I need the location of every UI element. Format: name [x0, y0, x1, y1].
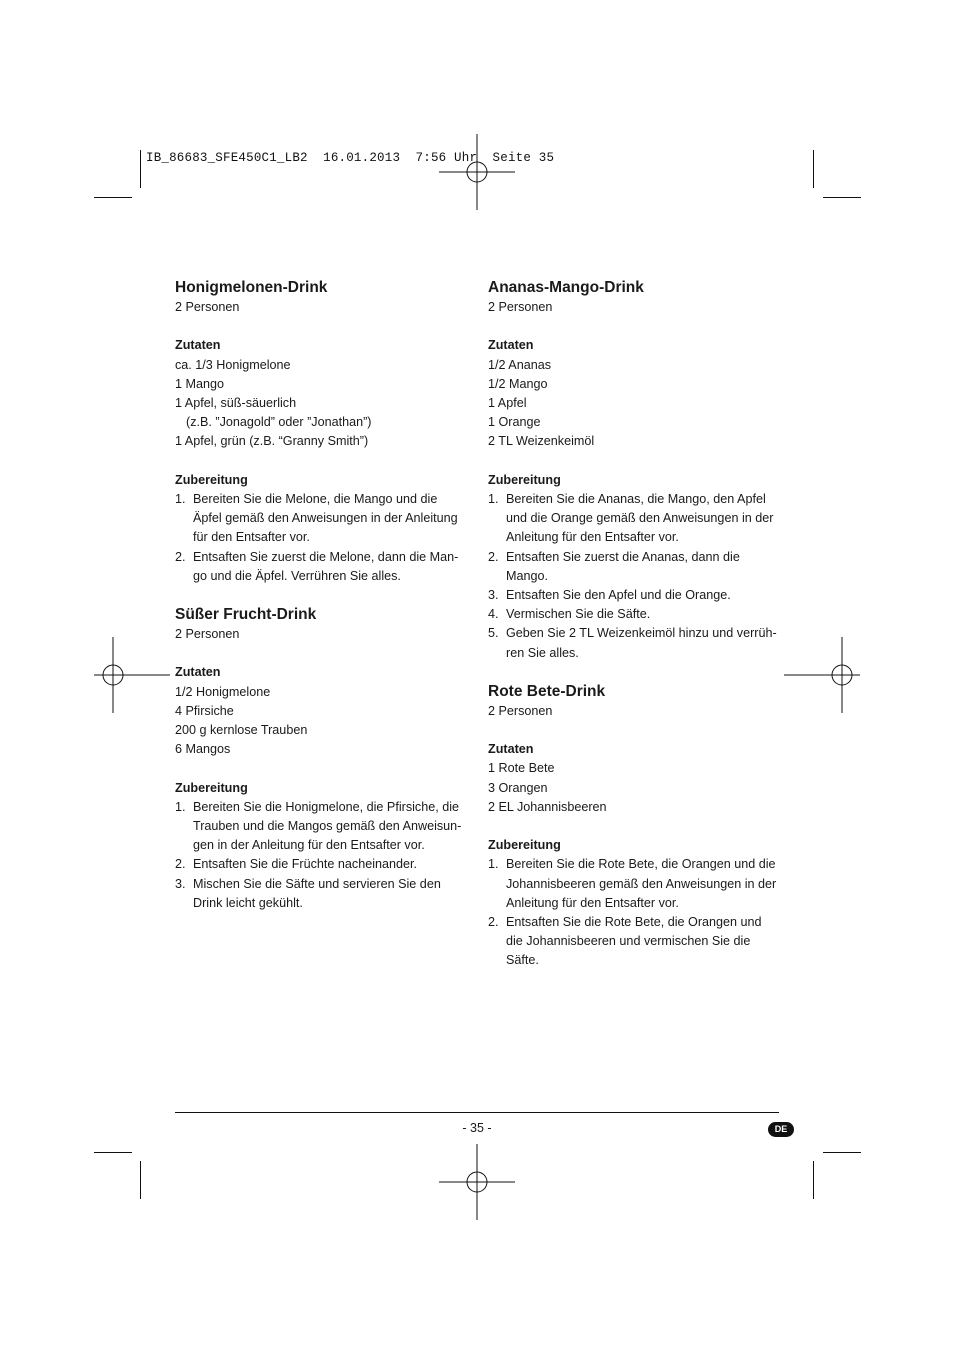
steps-heading: Zubereitung: [175, 472, 248, 487]
recipe-title: Rote Bete-Drink: [488, 682, 606, 700]
ingredient-item: 2 EL Johannisbeeren: [488, 799, 607, 814]
step-text: Bereiten Sie die Melone, die Mango und die: [193, 492, 438, 506]
registration-mark-top-icon: [439, 134, 515, 210]
step-text: Mango.: [506, 568, 549, 583]
ingredient-item: 1/2 Honigmelone: [175, 684, 271, 699]
steps-list: [175, 798, 467, 913]
steps-list: [488, 855, 780, 970]
ingredient-item: 1 Apfel, süß-säuerlich: [175, 396, 297, 410]
step-text: und die Orange gemäß den Anweisungen in der: [506, 511, 774, 526]
servings: 2 Personen: [175, 627, 240, 642]
step-text: Säfte.: [506, 953, 539, 968]
list-item: [175, 875, 467, 913]
step-text: die Johannisbeeren und vermischen Sie die: [506, 934, 751, 949]
crop-mark: [823, 1152, 861, 1153]
steps-heading: Zubereitung: [488, 472, 561, 487]
ingredient-item: 1 Orange: [488, 415, 541, 430]
list-item: [175, 855, 467, 874]
step-text: Bereiten Sie die Ananas, die Mango, den Apfel: [506, 492, 766, 506]
step-number: 2.: [175, 857, 186, 872]
step-text: Bereiten Sie die Honigmelone, die Pfirsiche, die: [193, 799, 460, 814]
step-text: Mischen Sie die Säfte und servieren Sie den: [193, 876, 441, 891]
recipe-section: [488, 278, 780, 663]
servings: 2 Personen: [488, 300, 553, 314]
right-column: [488, 278, 780, 971]
recipe-section: [175, 278, 467, 586]
step-text: Vermischen Sie die Säfte.: [506, 607, 651, 622]
crop-mark: [140, 150, 141, 188]
step-number: 1.: [488, 857, 499, 872]
registration-mark-left-icon: [94, 637, 170, 713]
ingredient-item: 3 Orangen: [488, 780, 548, 795]
language-badge: DE: [768, 1122, 794, 1137]
step-text: Anleitung für den Entsafter vor.: [506, 895, 679, 910]
recipe-section: [175, 605, 467, 913]
list-item: [488, 490, 780, 548]
step-text: Bereiten Sie die Rote Bete, die Orangen und die: [506, 857, 776, 872]
step-text: Entsaften Sie zuerst die Ananas, dann die: [506, 549, 740, 564]
crop-mark: [813, 150, 814, 188]
registration-mark-bottom-icon: [439, 1144, 515, 1220]
list-item: [488, 855, 780, 913]
print-slug: IB_86683_SFE450C1_LB2 16.01.2013 7:56 Uhr Seite 35: [146, 151, 555, 165]
ingredient-item: 1 Apfel, grün (z.B. “Granny Smith”): [175, 434, 369, 449]
step-text: Drink leicht gekühlt.: [193, 895, 303, 910]
ingredient-item: (z.B. ”Jonagold” oder ”Jonathan”): [186, 415, 372, 430]
steps-list: [175, 490, 467, 586]
crop-mark: [140, 1161, 141, 1199]
steps-heading: Zubereitung: [488, 838, 561, 853]
step-text: go und die Äpfel. Verrühren Sie alles.: [193, 568, 401, 583]
ingredient-item: ca. 1/3 Honigmelone: [175, 357, 291, 372]
crop-mark: [813, 1161, 814, 1199]
crop-mark: [823, 197, 861, 198]
ingredient-item: 1 Mango: [175, 376, 225, 391]
step-text: für den Entsafter vor.: [193, 530, 310, 545]
ingredients-heading: Zutaten: [175, 665, 221, 680]
step-number: 3.: [175, 876, 186, 891]
step-text: Trauben und die Mangos gemäß den Anweisun-: [193, 819, 462, 834]
ingredient-item: 1 Apfel: [488, 396, 527, 410]
step-number: 2.: [175, 549, 186, 564]
steps-list: [488, 490, 780, 663]
ingredients-heading: Zutaten: [175, 338, 221, 353]
step-number: 5.: [488, 626, 499, 641]
recipe-section: [488, 682, 780, 971]
step-number: 2.: [488, 915, 499, 930]
list-item: [488, 548, 780, 586]
step-text: ren Sie alles.: [506, 645, 579, 660]
crop-mark: [94, 197, 132, 198]
list-item: [488, 913, 780, 971]
ingredient-item: 1/2 Mango: [488, 376, 548, 391]
list-item: [488, 605, 780, 624]
step-number: 2.: [488, 549, 499, 564]
list-item: [175, 798, 467, 856]
recipe-title: Honigmelonen-Drink: [175, 279, 328, 296]
step-number: 3.: [488, 588, 499, 603]
step-text: Geben Sie 2 TL Weizenkeimöl hinzu und verrüh-: [506, 626, 777, 641]
ingredient-item: 1/2 Ananas: [488, 357, 552, 372]
steps-heading: Zubereitung: [175, 780, 248, 795]
registration-mark-right-icon: [784, 637, 860, 713]
list-item: [488, 586, 780, 605]
recipe-title: Süßer Frucht-Drink: [175, 606, 317, 624]
ingredient-item: 200 g kernlose Trauben: [175, 723, 308, 738]
step-text: Entsaften Sie die Rote Bete, die Orangen und: [506, 915, 762, 930]
step-text: Anleitung für den Entsafter vor.: [506, 530, 679, 545]
step-text: Entsaften Sie zuerst die Melone, dann die Man-: [193, 549, 459, 564]
step-text: gen in der Anleitung für den Entsafter vor.: [193, 838, 425, 853]
step-text: Johannisbeeren gemäß den Anweisungen in der: [506, 876, 777, 891]
ingredient-item: 4 Pfirsiche: [175, 703, 234, 718]
left-column: [175, 278, 467, 913]
page-number: - 35 -: [462, 1121, 492, 1135]
ingredient-item: 1 Rote Bete: [488, 761, 555, 776]
step-number: 1.: [175, 492, 186, 506]
servings: 2 Personen: [488, 703, 553, 718]
ingredients-heading: Zutaten: [488, 742, 534, 757]
step-text: Entsaften Sie die Früchte nacheinander.: [193, 857, 418, 872]
crop-mark: [94, 1152, 132, 1153]
list-item: [488, 624, 780, 662]
ingredients-heading: Zutaten: [488, 338, 534, 353]
step-number: 1.: [175, 799, 186, 814]
ingredient-item: 6 Mangos: [175, 742, 231, 757]
step-number: 4.: [488, 607, 499, 622]
step-number: 1.: [488, 492, 499, 506]
step-text: Entsaften Sie den Apfel und die Orange.: [506, 588, 731, 603]
list-item: [175, 490, 467, 548]
footer-rule: [175, 1112, 779, 1113]
servings: 2 Personen: [175, 300, 240, 314]
list-item: [175, 548, 467, 586]
step-text: Äpfel gemäß den Anweisungen in der Anleitung: [193, 511, 458, 526]
recipe-title: Ananas-Mango-Drink: [488, 279, 644, 296]
ingredient-item: 2 TL Weizenkeimöl: [488, 434, 595, 449]
